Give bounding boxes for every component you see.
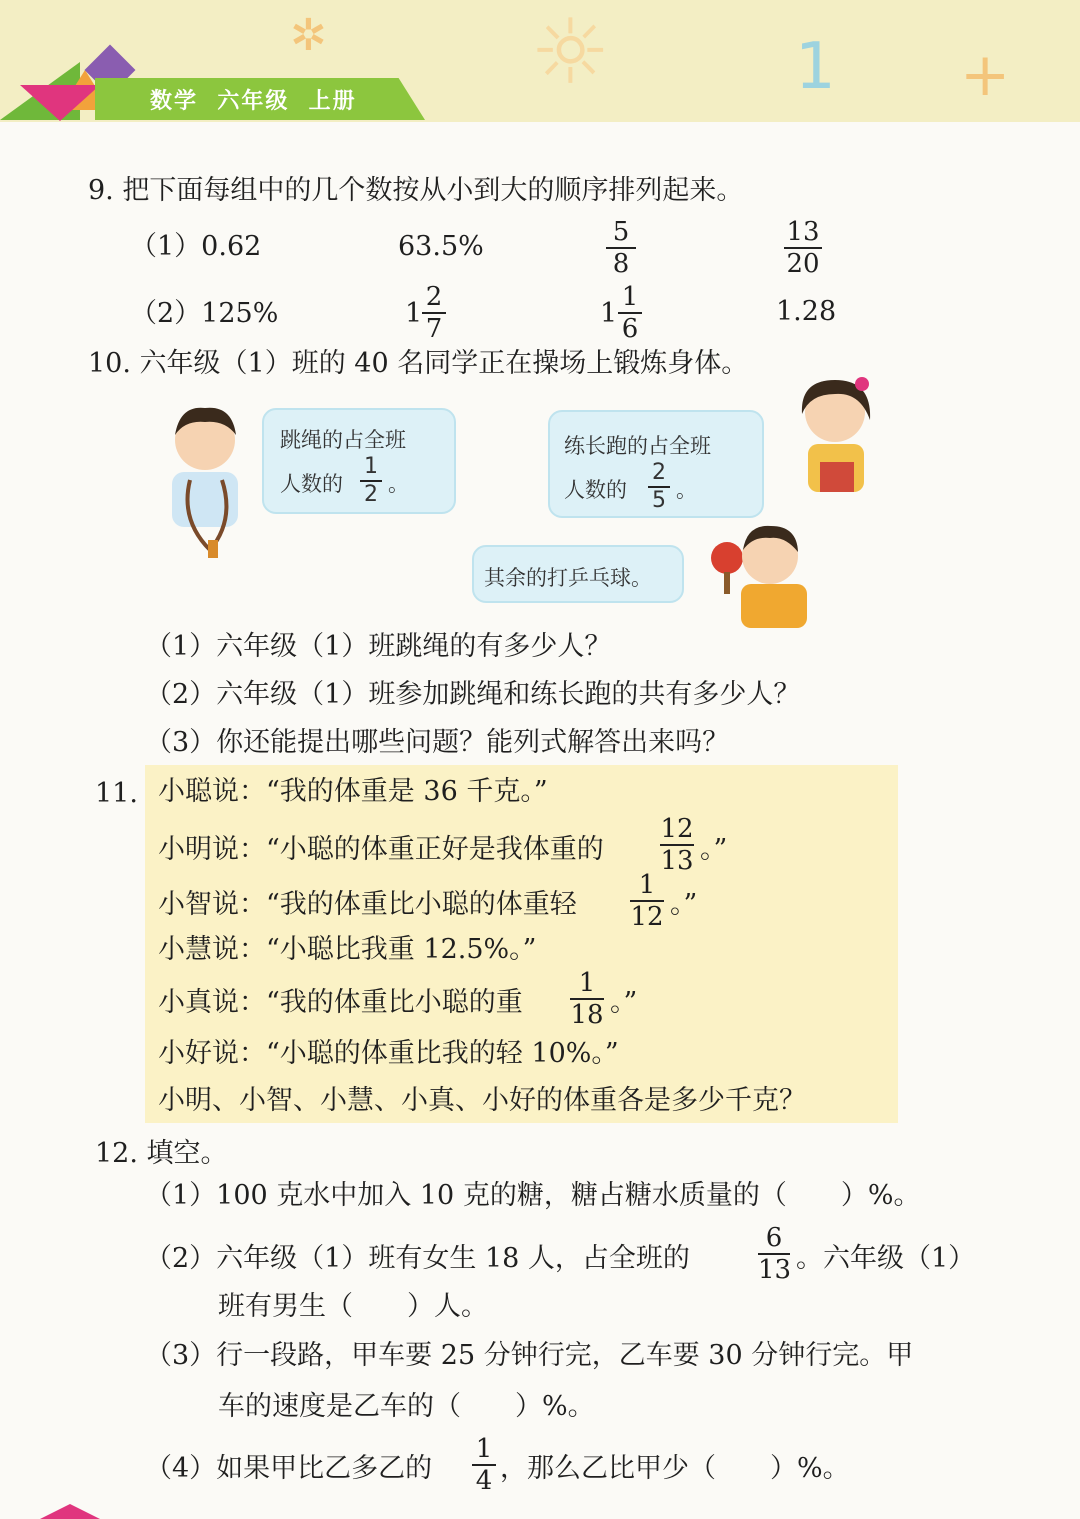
- q11-line5-end: 。”: [610, 987, 638, 1018]
- boy-with-jump-rope-illustration: [150, 400, 260, 560]
- q12-part4-fraction: 1 4: [472, 1436, 496, 1494]
- sparkle-icon: ✲: [290, 10, 327, 61]
- q9-mixed2-fraction: 1 6: [618, 284, 642, 342]
- q11-line6: 小好说：“小聪的体重比我的轻 10%。”: [158, 1038, 619, 1069]
- sun-icon: ☼: [530, 0, 611, 105]
- q11-line2: 小明说：“小聪的体重正好是我体重的: [158, 834, 604, 865]
- q11-line1: 小聪说：“我的体重是 36 千克。”: [158, 776, 548, 807]
- q11-line7: 小明、小智、小慧、小真、小好的体重各是多少千克？: [158, 1085, 806, 1116]
- q12-part3a: （3）行一段路，甲车要 25 分钟行完，乙车要 30 分钟行完。甲: [145, 1340, 914, 1371]
- q11-line3: 小智说：“我的体重比小聪的体重轻: [158, 889, 577, 920]
- q10-sub3: （3）你还能提出哪些问题？能列式解答出来吗？: [145, 727, 730, 758]
- q11-line5: 小真说：“我的体重比小聪的重: [158, 987, 523, 1018]
- q12-part4b: ，那么乙比甲少（ ）%。: [500, 1453, 850, 1484]
- header-title: 数学 六年级 上册: [150, 89, 357, 114]
- q9-group1-label: （1）0.62: [130, 231, 262, 262]
- q12-part2-fraction: 6 13: [758, 1223, 792, 1285]
- speech-bubble-long-run: 练长跑的占全班 人数的 2 5 。: [548, 410, 764, 518]
- tangram-triangle-pink: [20, 85, 100, 121]
- q11-line3-end: 。”: [670, 889, 698, 920]
- q9-mixed1-whole: 1: [405, 298, 423, 329]
- q12-part3b: 车的速度是乙车的（ ）%。: [218, 1391, 595, 1422]
- q9-fraction-5-8: 5 8: [606, 219, 636, 277]
- q11-line2-end: 。”: [700, 834, 728, 865]
- q9-prompt: 9. 把下面每组中的几个数按从小到大的顺序排列起来。: [88, 175, 744, 206]
- boy-with-ping-pong-paddle-illustration: [705, 518, 820, 628]
- number-one-icon: 1: [795, 30, 836, 104]
- q9-fraction-13-20: 13 20: [784, 219, 822, 277]
- q12-part4a: （4）如果甲比乙多乙的: [145, 1453, 433, 1484]
- q12-part1: （1）100 克水中加入 10 克的糖，糖占糖水质量的（ ）%。: [145, 1180, 921, 1211]
- speech-bubble-ping-pong: 其余的打乒乓球。: [472, 545, 684, 603]
- q9-group1-percent: 63.5%: [398, 231, 484, 262]
- q9-group2-label: （2）125%: [130, 298, 279, 329]
- q9-mixed1-fraction: 2 7: [422, 284, 446, 342]
- q10-sub2: （2）六年级（1）班参加跳绳和练长跑的共有多少人？: [145, 679, 801, 710]
- q9-mixed2-whole: 1: [600, 298, 618, 329]
- q10-sub1: （1）六年级（1）班跳绳的有多少人？: [145, 631, 612, 662]
- plus-icon: +: [960, 40, 1011, 110]
- q10-prompt: 10. 六年级（1）班的 40 名同学正在操场上锻炼身体。: [88, 348, 749, 379]
- q11-number: 11.: [95, 778, 138, 809]
- q11-line3-fraction: 1 12: [630, 870, 664, 932]
- q9-group2-decimal: 1.28: [776, 296, 837, 327]
- q11-line4: 小慧说：“小聪比我重 12.5%。”: [158, 934, 537, 965]
- girl-illustration: [780, 372, 880, 502]
- q12-part2a: （2）六年级（1）班有女生 18 人，占全班的: [145, 1243, 690, 1274]
- q11-line2-fraction: 12 13: [660, 814, 694, 876]
- q11-line5-fraction: 1 18: [570, 968, 604, 1030]
- q12-prompt: 12. 填空。: [95, 1138, 228, 1169]
- q12-part2b: 。六年级（1）: [796, 1243, 976, 1274]
- speech-bubble-jump-rope: 跳绳的占全班 人数的 1 2 。: [262, 408, 456, 514]
- footer-tangram-piece: [40, 1504, 100, 1519]
- q12-part2c: 班有男生（ ）人。: [218, 1291, 488, 1322]
